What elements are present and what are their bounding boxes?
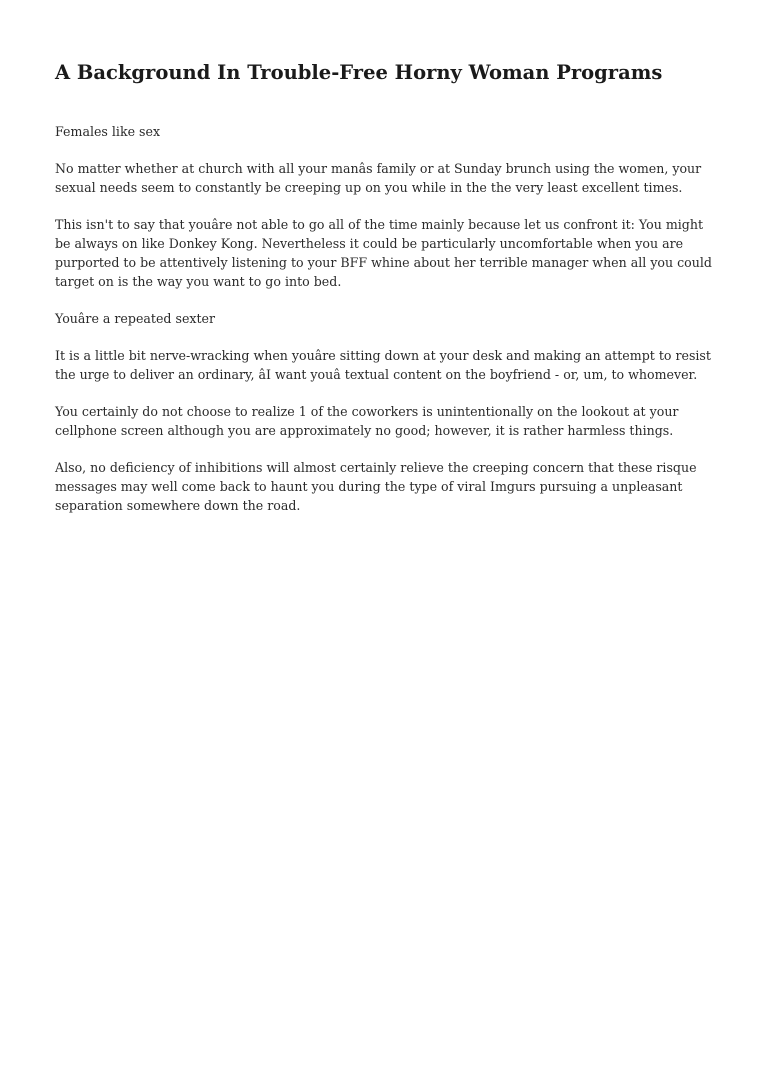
paragraph-7: Also, no deficiency of inhibitions will almost certainly relieve the creeping concern that these risque messages may well come back to haunt you during the type of viral Imgurs pursuing a unpleasant separation somewhere down the road.: [55, 460, 697, 513]
paragraph-6: You certainly do not choose to realize 1 of the coworkers is unintentionally on the lookout at your cellphone screen although you are approximately no good; however, it is rather harmless things.: [55, 404, 679, 438]
paragraph-3: This isn't to say that youâre not able to go all of the time mainly because let us confront it: You might be always on like Donkey Kong. Nevertheless it could be particularly uncomfortable when you are purported to be attentively listening to your BFF whine about her terrible manager when all you could target on is the way you want to go into bed.: [55, 217, 712, 289]
paragraph-4: Youâre a repeated sexter: [55, 311, 216, 326]
paragraph-5: It is a little bit nerve-wracking when youâre sitting down at your desk and making an attempt to resist the urge to deliver an ordinary, âI want youâ textual content on the boyfriend - or, um, to whomever.: [55, 348, 711, 382]
paragraph-2: No matter whether at church with all your manâs family or at Sunday brunch using the women, your sexual needs seem to constantly be creeping up on you while in the the very least excellent times.: [55, 161, 702, 195]
page-title: A Background In Trouble-Free Horny Woman Programs: [55, 61, 663, 84]
paragraph-1: Females like sex: [55, 124, 161, 139]
